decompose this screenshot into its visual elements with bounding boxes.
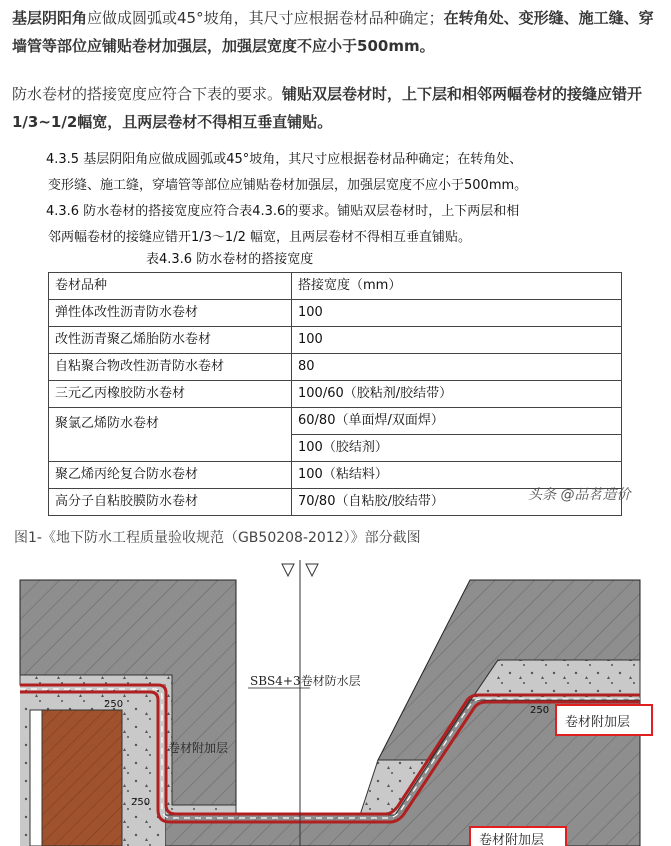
table-cell: 80 (292, 354, 622, 381)
table-cell: 100（胶结剂） (292, 435, 622, 462)
table-cell: 100 (292, 327, 622, 354)
dim-250: 250 (530, 705, 550, 716)
level-marker (282, 564, 294, 576)
watermark: 头条 @品茗造价 (528, 487, 631, 503)
header-cell: 卷材品种 (49, 273, 292, 300)
callout-label: 卷材附加层 (565, 715, 631, 730)
paragraph-corner-treatment (12, 4, 662, 60)
table-cell: 弹性体改性沥青防水卷材 (49, 300, 292, 327)
label-additional-layer: 卷材附加层 (168, 741, 229, 755)
figure-caption: 图1-《地下防水工程质量验收规范（GB50208-2012）》部分截图 (14, 530, 421, 546)
clause-4-3-5-line1: 4.3.5 基层阴阳角应做成圆弧或45°坡角，其尺寸应根据卷材品种确定；在转角处、 (46, 152, 523, 167)
bold-segment: 在转角处、变形缝、施工缝、穿墙管等部位应铺贴卷材加强层，加强层宽度不应小于500mm。 (12, 9, 654, 55)
text-segment: 应做成圆弧或45°坡角，其尺寸应根据卷材品种确定； (87, 9, 444, 27)
table-cell: 60/80（单面焊/双面焊） (292, 408, 622, 435)
table-cell: 三元乙丙橡胶防水卷材 (49, 381, 292, 408)
table-cell: 70/80（自粘胶/胶结带） (292, 489, 622, 516)
dim-250: 250 (131, 797, 151, 808)
table-row (49, 408, 622, 435)
table-cell: 聚氯乙烯防水卷材 (49, 408, 292, 462)
table-header-row (49, 273, 622, 300)
table-cell: 聚乙烯丙纶复合防水卷材 (49, 462, 292, 489)
table-row (49, 381, 622, 408)
table-row (49, 300, 622, 327)
level-marker (306, 564, 318, 576)
table-cell: 100 (292, 300, 622, 327)
clause-4-3-6-line1: 4.3.6 防水卷材的搭接宽度应符合表4.3.6的要求。铺贴双层卷材时，上下两层和相 (46, 204, 520, 219)
table-cell: 100/60（胶粘剂/胶结带） (292, 381, 622, 408)
table-row (49, 354, 622, 381)
bold-term: 基层阴阳角 (12, 9, 88, 27)
table-cell: 改性沥青聚乙烯胎防水卷材 (49, 327, 292, 354)
table-cell: 自粘聚合物改性沥青防水卷材 (49, 354, 292, 381)
clause-4-3-5-line2: 变形缝、施工缝，穿墙管等部位应铺贴卷材加强层，加强层宽度不应小于500mm。 (48, 178, 528, 193)
clause-4-3-6-line2: 邻两幅卷材的接缝应错开1/3～1/2 幅宽，且两层卷材不得相互垂直铺贴。 (48, 230, 471, 245)
table-cell: 100（粘结料） (292, 462, 622, 489)
callout-label: 卷材附加层 (479, 833, 545, 846)
dim-250: 250 (104, 699, 124, 710)
text-segment: 防水卷材的搭接宽度应符合下表的要求。 (12, 85, 283, 103)
code-excerpt-image (18, 145, 648, 513)
waterproofing-detail-drawing (0, 560, 671, 846)
label-sbs-membrane: SBS4+3卷材防水层 (250, 674, 361, 688)
table-caption: 表4.3.6 防水卷材的搭接宽度 (146, 252, 314, 267)
lap-width-table (48, 272, 622, 516)
table-cell: 高分子自粘胶膜防水卷材 (49, 489, 292, 516)
brick-wall (30, 710, 122, 846)
bold-segment: 铺贴双层卷材时，上下层和相邻两幅卷材的接缝应错开1/3~1/2幅宽，且两层卷材不得相互垂直铺贴。 (12, 85, 643, 131)
header-cell: 搭接宽度（mm） (292, 273, 622, 300)
table-row (49, 327, 622, 354)
paragraph-lap-width (12, 80, 667, 136)
